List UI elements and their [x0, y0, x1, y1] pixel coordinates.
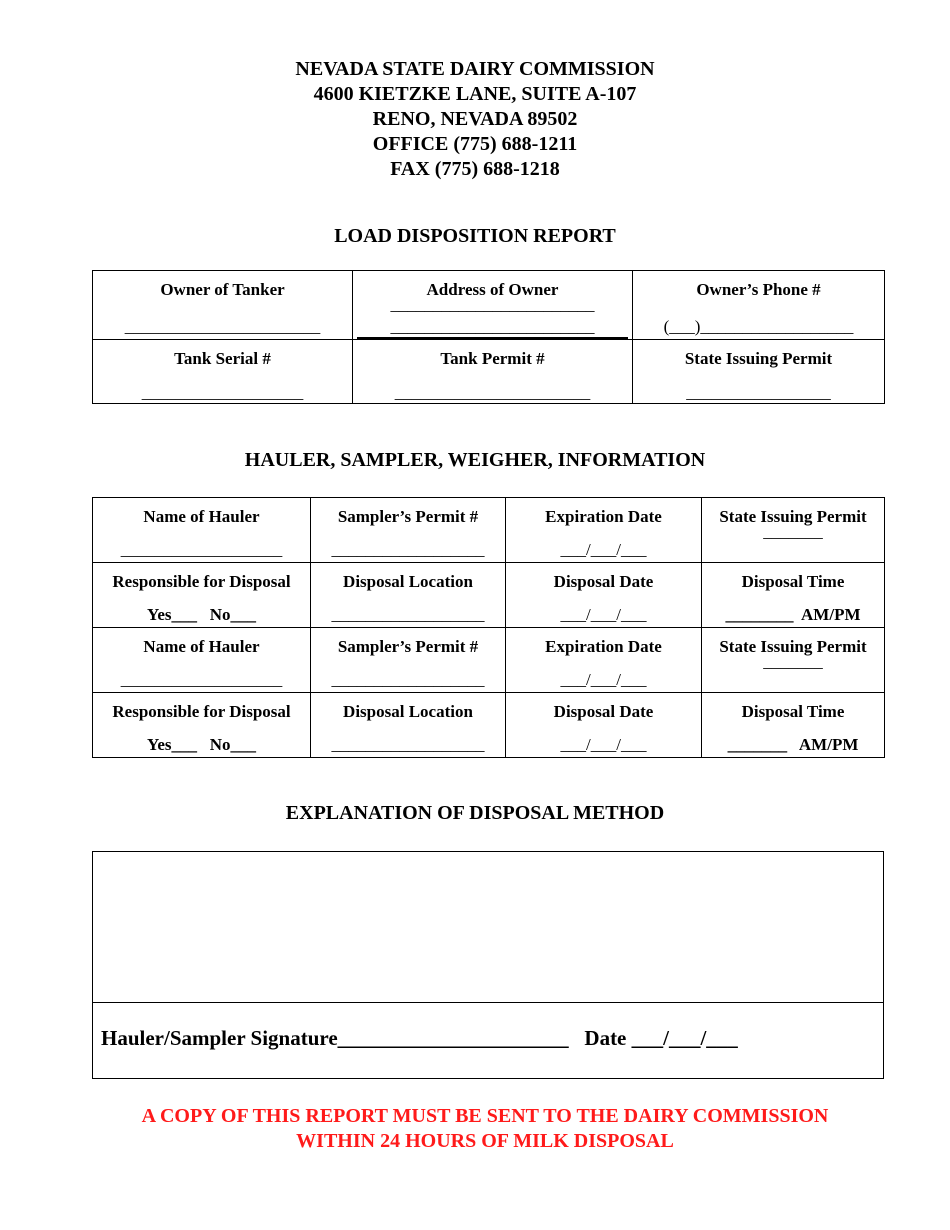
- responsible-for-disposal-label: Responsible for Disposal: [112, 572, 291, 591]
- hauler-section-title: HAULER, SAMPLER, WEIGHER, INFORMATION: [244, 449, 706, 471]
- expiration-date-blank[interactable]: ___/___/___: [560, 670, 647, 689]
- disposal-date-cell[interactable]: [506, 693, 702, 758]
- name-of-hauler-cell[interactable]: [93, 498, 311, 563]
- responsible-for-disposal-label: Responsible for Disposal: [112, 702, 291, 721]
- tank-serial-blank[interactable]: ___________________: [141, 383, 304, 402]
- hauler-state-permit-label: State Issuing Permit: [719, 507, 867, 526]
- disposal-date-blank[interactable]: ___/___/___: [560, 735, 647, 754]
- notice-line-2: WITHIN 24 HOURS OF MILK DISPOSAL: [296, 1130, 674, 1152]
- disposal-location-blank[interactable]: __________________: [331, 735, 485, 754]
- signature-row: [92, 1002, 884, 1079]
- disposal-time-cell[interactable]: [702, 563, 885, 628]
- disposal-location-label: Disposal Location: [343, 702, 473, 721]
- disposal-time-blank[interactable]: ________ AM/PM: [725, 605, 861, 624]
- tank-permit-blank[interactable]: _______________________: [394, 383, 591, 402]
- yes-no-blank[interactable]: Yes___ No___: [146, 735, 257, 754]
- submission-notice: [0, 1104, 950, 1154]
- expiration-date-cell[interactable]: [506, 628, 702, 693]
- disposal-time-blank[interactable]: _______ AM/PM: [727, 735, 859, 754]
- tank-permit-label: Tank Permit #: [440, 349, 545, 368]
- disposal-location-cell[interactable]: [311, 693, 506, 758]
- owner-table: [92, 270, 885, 404]
- hauler-state-permit-blank[interactable]: _______: [763, 652, 823, 671]
- disposal-location-cell[interactable]: [311, 563, 506, 628]
- disposal-location-blank[interactable]: __________________: [331, 605, 485, 624]
- disposal-date-label: Disposal Date: [553, 702, 654, 721]
- explanation-textarea[interactable]: [92, 851, 884, 1003]
- org-city: RENO, NEVADA 89502: [372, 108, 578, 130]
- disposal-time-cell[interactable]: [702, 693, 885, 758]
- samplers-permit-cell[interactable]: [311, 628, 506, 693]
- owners-phone-cell[interactable]: [633, 271, 885, 340]
- address-of-owner-label: Address of Owner: [426, 280, 559, 299]
- owner-of-tanker-label: Owner of Tanker: [160, 280, 285, 299]
- name-of-hauler-cell[interactable]: [93, 628, 311, 693]
- owners-phone-label: Owner’s Phone #: [696, 280, 821, 299]
- yes-no-blank[interactable]: Yes___ No___: [146, 605, 257, 624]
- expiration-date-cell[interactable]: [506, 498, 702, 563]
- disposal-date-label: Disposal Date: [553, 572, 654, 591]
- state-issuing-permit-cell[interactable]: [633, 340, 885, 404]
- report-title: LOAD DISPOSITION REPORT: [334, 225, 616, 247]
- owner-of-tanker-blank[interactable]: _______________________: [124, 317, 321, 336]
- samplers-permit-blank[interactable]: __________________: [331, 540, 485, 559]
- letterhead: [0, 57, 950, 182]
- address-line-1-blank[interactable]: ________________________: [390, 295, 595, 314]
- org-fax: FAX (775) 688-1218: [390, 158, 560, 180]
- name-of-hauler-blank[interactable]: ___________________: [120, 540, 283, 559]
- explanation-section-title: EXPLANATION OF DISPOSAL METHOD: [285, 802, 665, 824]
- expiration-date-label: Expiration Date: [545, 507, 662, 526]
- owners-phone-blank[interactable]: (___)__________________: [663, 317, 854, 336]
- hauler-table: [92, 497, 885, 758]
- hauler-state-permit-cell[interactable]: [702, 498, 885, 563]
- org-address: 4600 KIETZKE LANE, SUITE A-107: [313, 83, 637, 105]
- hauler-state-permit-cell[interactable]: [702, 628, 885, 693]
- name-of-hauler-blank[interactable]: ___________________: [120, 670, 283, 689]
- notice-line-1: A COPY OF THIS REPORT MUST BE SENT TO THE DAIRY COMMISSION: [141, 1105, 829, 1127]
- state-issuing-permit-label: State Issuing Permit: [684, 349, 833, 368]
- address-line-2-blank[interactable]: ________________________: [390, 317, 595, 336]
- samplers-permit-cell[interactable]: [311, 498, 506, 563]
- hauler-state-permit-label: State Issuing Permit: [719, 637, 867, 656]
- responsible-for-disposal-cell[interactable]: [93, 693, 311, 758]
- tank-serial-cell[interactable]: [93, 340, 353, 404]
- disposal-date-cell[interactable]: [506, 563, 702, 628]
- disposal-time-label: Disposal Time: [741, 702, 845, 721]
- disposal-date-blank[interactable]: ___/___/___: [560, 605, 647, 624]
- tank-permit-cell[interactable]: [353, 340, 633, 404]
- address-of-owner-cell[interactable]: [353, 271, 633, 340]
- responsible-for-disposal-cell[interactable]: [93, 563, 311, 628]
- org-office-phone: OFFICE (775) 688-1211: [372, 133, 578, 155]
- samplers-permit-blank[interactable]: __________________: [331, 670, 485, 689]
- owner-of-tanker-cell[interactable]: [93, 271, 353, 340]
- tank-serial-label: Tank Serial #: [174, 349, 271, 368]
- hauler-state-permit-blank[interactable]: _______: [763, 522, 823, 541]
- disposal-location-label: Disposal Location: [343, 572, 473, 591]
- name-of-hauler-label: Name of Hauler: [143, 507, 260, 526]
- name-of-hauler-label: Name of Hauler: [143, 637, 260, 656]
- state-issuing-permit-blank[interactable]: _________________: [686, 383, 831, 402]
- expiration-date-blank[interactable]: ___/___/___: [560, 540, 647, 559]
- org-name: NEVADA STATE DAIRY COMMISSION: [295, 58, 655, 80]
- disposal-time-label: Disposal Time: [741, 572, 845, 591]
- samplers-permit-label: Sampler’s Permit #: [337, 507, 479, 526]
- expiration-date-label: Expiration Date: [545, 637, 662, 656]
- samplers-permit-label: Sampler’s Permit #: [337, 637, 479, 656]
- signature-date-line[interactable]: Hauler/Sampler Signature______________________ Date ___/___/___: [101, 1026, 738, 1050]
